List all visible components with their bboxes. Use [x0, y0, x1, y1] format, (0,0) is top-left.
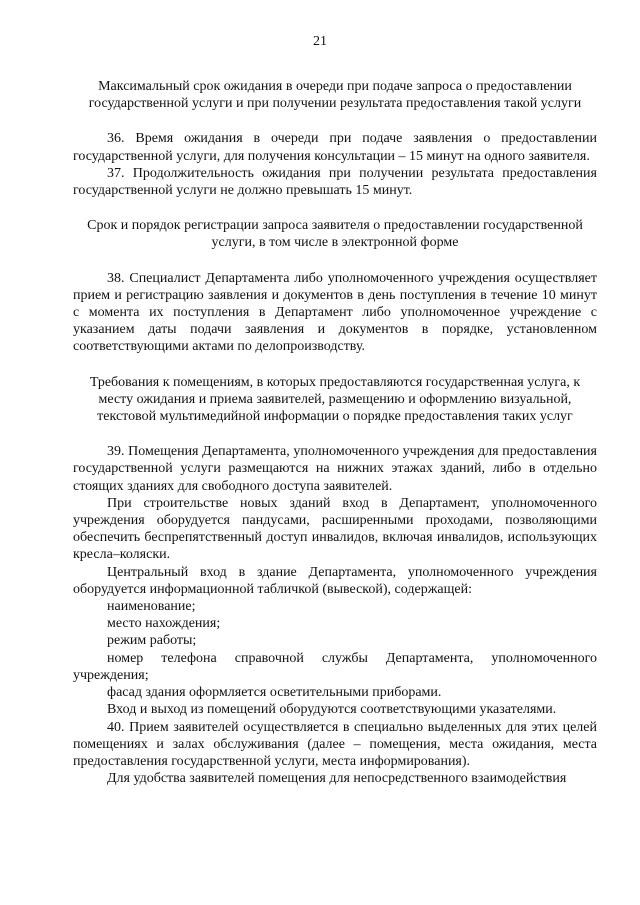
page-number: 21	[313, 34, 327, 49]
paragraph-39-construction: При строительстве новых зданий вход в Департамент, уполномоченного учреждения оборудуется пандусами, расширенными проходами, позволяющими обеспечить беспрепятственный доступ инвалидов, включая инвалидов, использующих кресла–коляски.	[73, 495, 597, 563]
list-item-name: наименование;	[107, 599, 196, 615]
paragraph-36: 36. Время ожидания в очереди при подаче заявления о предоставлении государственной услуги, для получения консультации – 15 минут на одного заявителя.	[73, 131, 597, 164]
paragraph-38: 38. Специалист Департамента либо уполномоченного учреждения осуществляет прием и регистрацию заявления и документов в день поступления в течение 10 минут с момента их поступления в Департамент либо уполномоченное учреждение с указанием даты подачи заявления и документов в порядке, установленном соответствующими актами по делопроизводству.	[73, 270, 597, 355]
list-item-phone: номер телефона справочной службы Департамента, уполномоченного учреждения;	[73, 650, 597, 683]
paragraph-39: 39. Помещения Департамента, уполномоченного учреждения для предоставления государственной услуги размещаются на нижних этажах зданий, либо в отдельно стоящих зданиях для свободного доступа заявителей.	[73, 444, 597, 494]
paragraph-40-convenience: Для удобства заявителей помещения для непосредственного взаимодействия	[107, 771, 567, 787]
paragraph-40: 40. Прием заявителей осуществляется в специально выделенных для этих целей помещениях и залах обслуживания (далее – помещения, места ожидания, места предоставления государственной услуги, места информирования).	[73, 719, 597, 769]
document-body	[73, 78, 597, 787]
section-heading-registration: Срок и порядок регистрации запроса заявителя о предоставлении государственной услуги, в том числе в электронной форме	[87, 218, 583, 251]
paragraph-39-signs: Вход и выход из помещений оборудуются соответствующими указателями.	[107, 702, 557, 718]
list-item-location: место нахождения;	[107, 616, 221, 632]
section-heading-premises: Требования к помещениям, в которых предоставляются государственная услуга, к месту ожидания и приема заявителей, размещению и оформлению визуальной, текстовой мультимедийной информации о порядке предоставления таких услуг	[89, 374, 581, 425]
paragraph-37: 37. Продолжительность ожидания при получении результата предоставления государственной услуги не должно превышать 15 минут.	[73, 165, 597, 199]
paragraph-39-entrance: Центральный вход в здание Департамента, уполномоченного учреждения оборудуется информационной табличкой (вывеской), содержащей:	[73, 564, 597, 597]
list-item-hours: режим работы;	[107, 633, 197, 649]
section-heading-waiting-time: Максимальный срок ожидания в очереди при подаче запроса о предоставлении государственной услуги и при получении результата предоставления такой услуги	[88, 79, 582, 112]
paragraph-39-facade: фасад здания оформляется осветительными приборами.	[107, 685, 442, 701]
